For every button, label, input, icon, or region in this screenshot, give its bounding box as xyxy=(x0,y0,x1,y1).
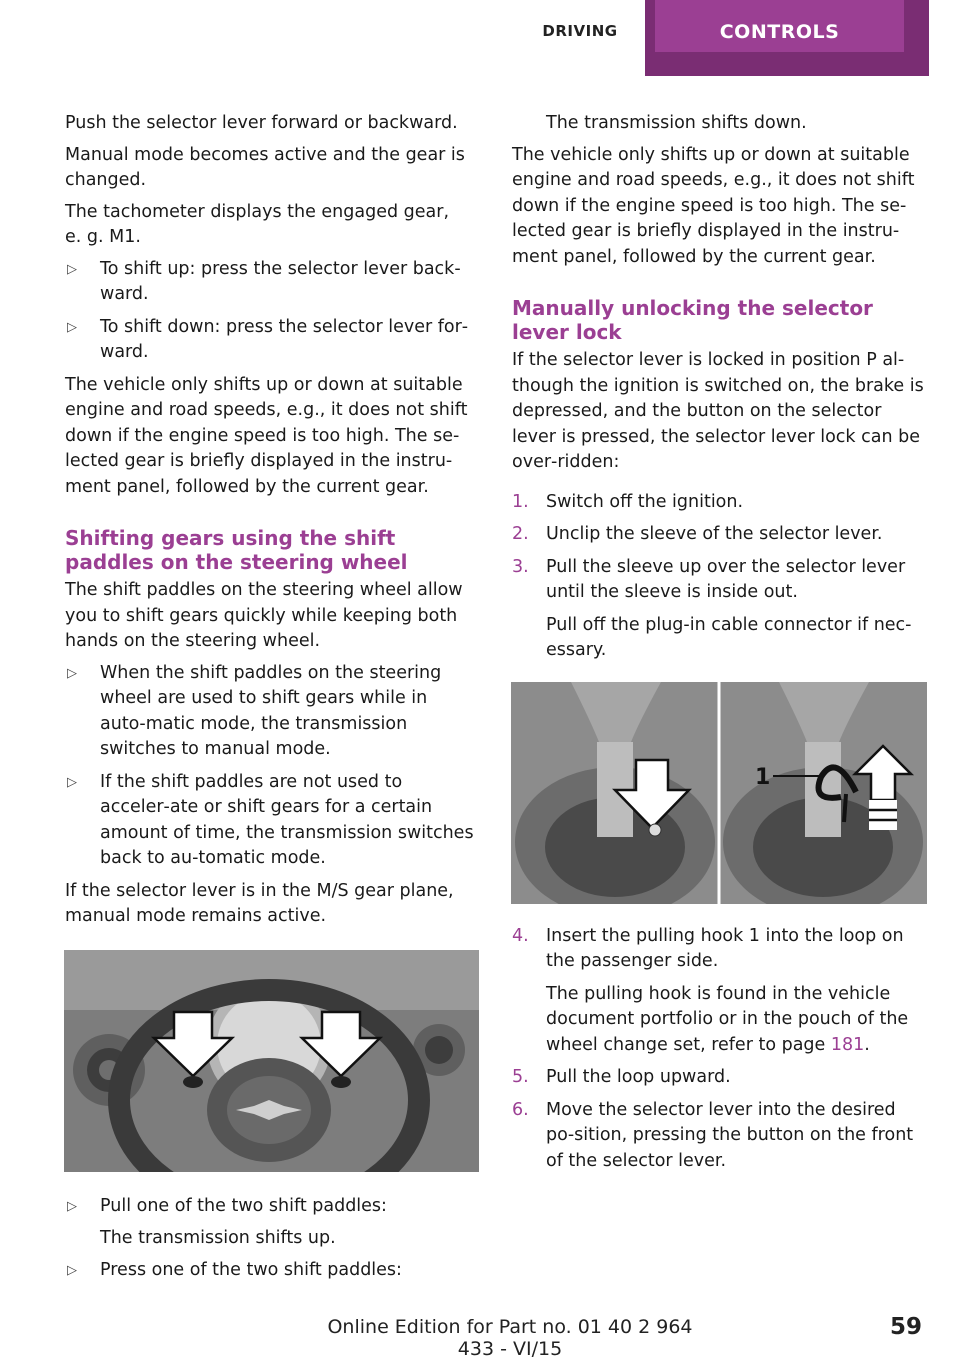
bullet-item xyxy=(65,770,475,872)
step-text: Insert the pulling hook 1 into the loop on the passenger side. xyxy=(546,925,904,971)
triangle-bullet-icon: ▷ xyxy=(67,774,77,790)
step-continuation-text: The pulling hook is found in the vehicle document portfolio or in the pouch of the wheel change set, refer to page xyxy=(546,983,909,1055)
step-number: 1. xyxy=(512,491,529,512)
triangle-bullet-icon: ▷ xyxy=(67,319,77,335)
step-number: 6. xyxy=(512,1099,529,1120)
step-number: 5. xyxy=(512,1067,529,1087)
paragraph: Manual mode becomes active and the gear is changed. xyxy=(65,144,465,190)
paragraph-line: The tachometer displays the engaged gear, xyxy=(65,201,450,222)
steering-wheel-photo xyxy=(64,950,479,1172)
bullet-item xyxy=(65,1194,475,1220)
step-text: Switch off the ignition. xyxy=(546,491,744,512)
left-column xyxy=(65,111,475,1290)
bullet-item xyxy=(65,315,475,366)
step-item xyxy=(512,522,928,548)
step-number: 4. xyxy=(512,925,529,946)
chapter-tab xyxy=(645,0,929,76)
triangle-bullet-icon: ▷ xyxy=(67,665,77,681)
step-item xyxy=(512,555,928,606)
steering-wheel-illustration xyxy=(64,950,479,1172)
paragraph: The vehicle only shifts up or down at suitable engine and road speeds, e.g., it does not shift down if the engine speed is too high. The se‐lected gear is briefly displayed in the instru‐ment panel, followed by the current gear. xyxy=(512,144,915,267)
paragraph: The vehicle only shifts up or down at suitable engine and road speeds, e.g., it does not shift down if the engine speed is too high. The se‐lected gear is briefly displayed in the instru‐ment panel, followed by the current gear. xyxy=(65,374,468,497)
selector-lever-illustration xyxy=(511,682,927,904)
section-heading: Shifting gears using the shift paddles on the steering wheel xyxy=(65,526,408,574)
page-reference-link[interactable]: 181 xyxy=(830,1034,865,1055)
paragraph: The shift paddles on the steering wheel allow you to shift gears quickly while keeping both hands on the steering wheel. xyxy=(65,580,463,651)
right-column xyxy=(512,111,928,1181)
step-continuation-text: . xyxy=(864,1034,870,1055)
triangle-bullet-icon: ▷ xyxy=(67,1198,77,1214)
bullet-item xyxy=(65,257,475,308)
section-heading: Manually unlocking the selector lever lock xyxy=(512,296,873,344)
step-item xyxy=(512,1065,928,1091)
step-item xyxy=(512,490,928,516)
step-text: Unclip the sleeve of the selector lever. xyxy=(546,524,883,544)
bullet-item xyxy=(65,661,475,763)
bullet-continuation: The transmission shifts up. xyxy=(100,1228,336,1248)
step-continuation: Pull off the plug-in cable connector if nec‐essary. xyxy=(546,614,912,660)
step-item xyxy=(512,924,928,975)
step-continuation xyxy=(512,982,928,1059)
paragraph: If the selector lever is in the M/S gear plane, manual mode remains active. xyxy=(65,880,454,926)
step-item xyxy=(512,1098,928,1175)
selector-lever-photo xyxy=(511,682,927,904)
step-text: Pull the loop upward. xyxy=(546,1067,731,1087)
bullet-item xyxy=(65,1258,475,1284)
paragraph xyxy=(65,200,475,251)
paragraph: Push the selector lever forward or backward. xyxy=(65,113,458,133)
page-number: 59 xyxy=(890,1314,923,1340)
step-number: 3. xyxy=(512,556,529,577)
bullet-text: If the shift paddles are not used to acceler‐ate or shift gears for a certain amount of time, the transmission switches back to au‐tomatic mode. xyxy=(100,771,474,868)
paragraph: If the selector lever is locked in position P al‐though the ignition is switched on, the brake is depressed, and the button on the selector lever is pressed, the selector lever lock can be over‐ridden: xyxy=(512,350,924,472)
paragraph-line: e. g. M1. xyxy=(65,227,141,247)
triangle-bullet-icon: ▷ xyxy=(67,1262,77,1278)
triangle-bullet-icon: ▷ xyxy=(67,261,77,277)
section-label: DRIVING xyxy=(542,22,618,40)
edition-note: Online Edition for Part no. 01 40 2 964 433 - VI/15 xyxy=(327,1316,693,1360)
step-number: 2. xyxy=(512,524,529,544)
bullet-text: To shift down: press the selector lever for‐ward. xyxy=(100,316,469,362)
callout-number: 1 xyxy=(755,764,771,790)
step-text: Pull the sleeve up over the selector lever until the sleeve is inside out. xyxy=(546,556,906,602)
bullet-text: Pull one of the two shift paddles: xyxy=(100,1195,387,1216)
bullet-continuation: The transmission shifts down. xyxy=(546,113,807,133)
step-text: Move the selector lever into the desired po‐sition, pressing the button on the front of the selector lever. xyxy=(546,1099,914,1171)
chapter-label: CONTROLS xyxy=(655,0,904,52)
bullet-text: Press one of the two shift paddles: xyxy=(100,1259,402,1280)
bullet-text: To shift up: press the selector lever back‐ward. xyxy=(100,258,461,304)
bullet-text: When the shift paddles on the steering wheel are used to shift gears while in auto‐matic mode, the transmission switches to manual mode. xyxy=(100,662,442,759)
